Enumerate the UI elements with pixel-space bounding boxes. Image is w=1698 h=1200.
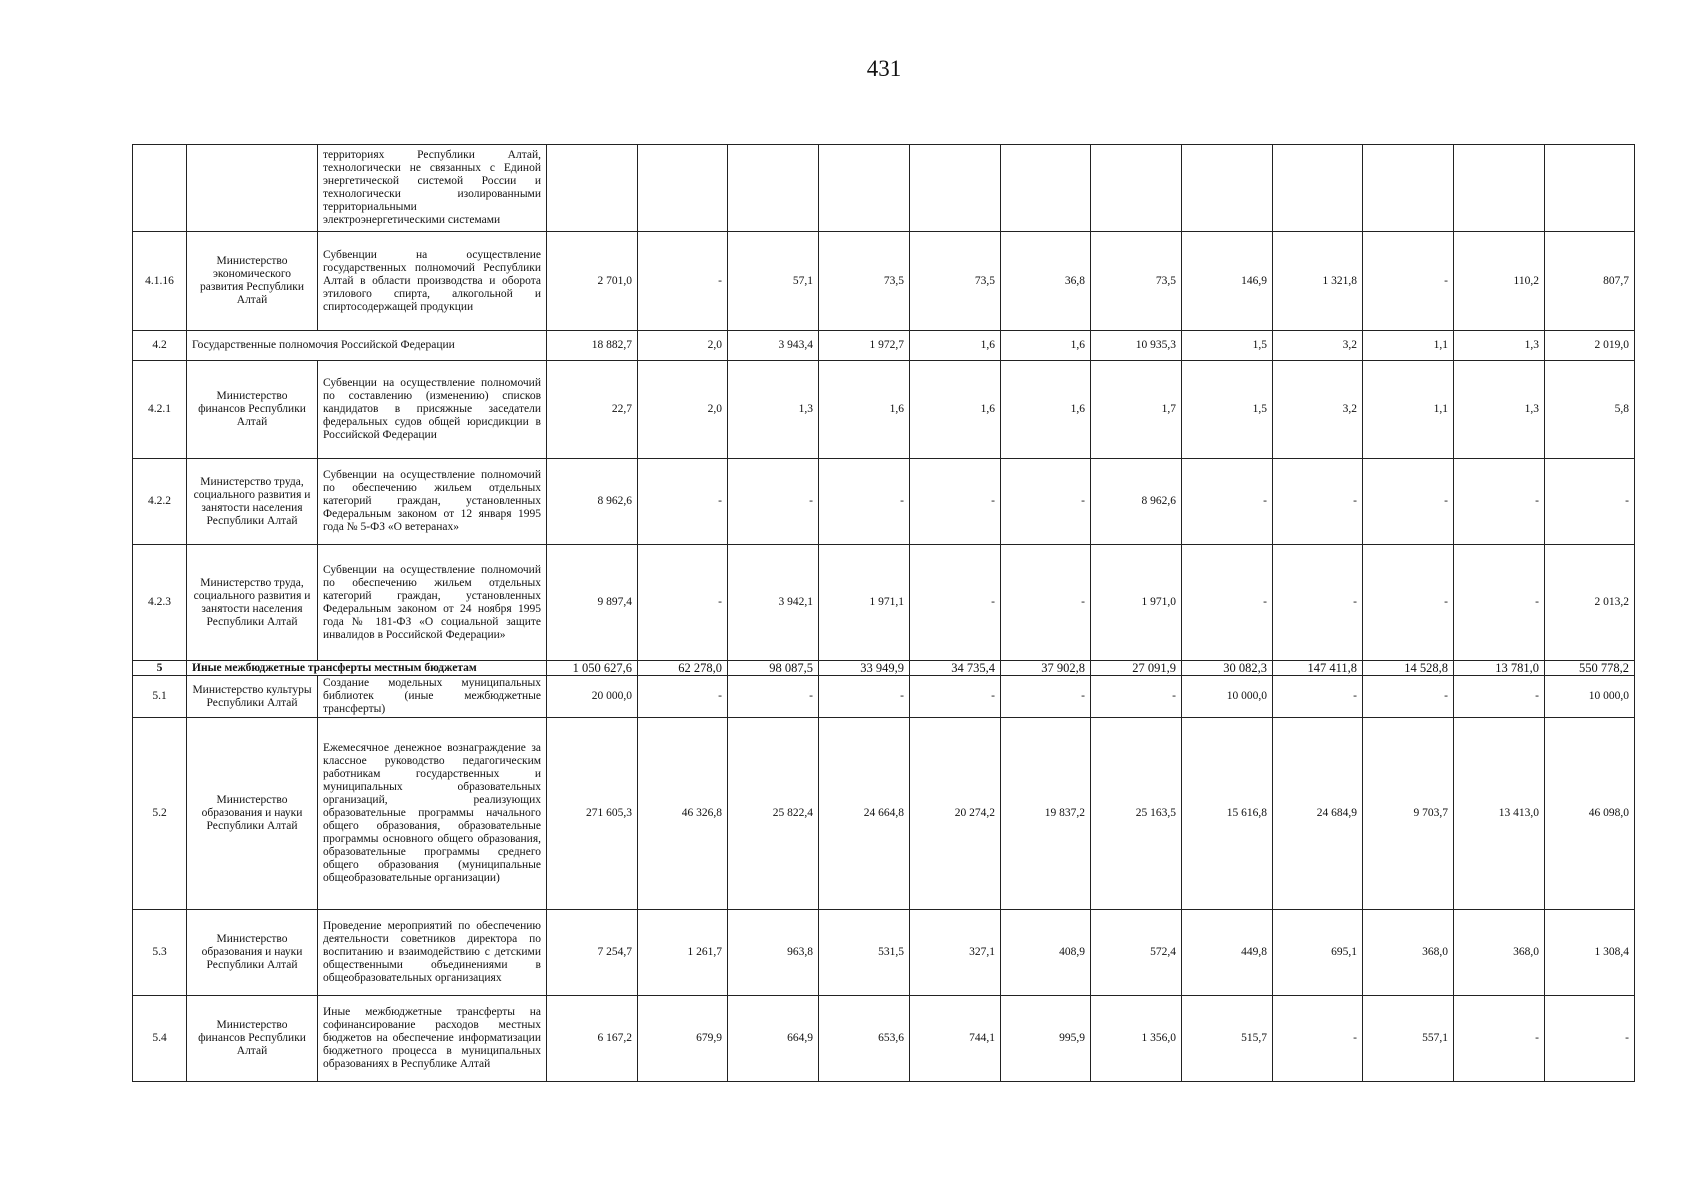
description-cell: Ежемесячное денежное вознаграждение за классное руководство педагогическим работникам государственных и муниципальных образовательных организаций, реализующих образовательные программы начального общего образования, образовательные программы основного общего образования, образовательные программы среднего общего образования (муниципальные общеобразовательные организации) (318, 718, 547, 910)
value-cell: - (638, 676, 728, 718)
row-code-cell (133, 145, 187, 232)
value-cell: 1,6 (1001, 361, 1091, 459)
table-row (133, 331, 1635, 361)
value-cell: 22,7 (547, 361, 638, 459)
value-cell: 5,8 (1545, 361, 1635, 459)
table-row (133, 718, 1635, 910)
value-cell: 2 701,0 (547, 232, 638, 331)
value-cell: 1 356,0 (1091, 996, 1182, 1082)
value-cell: 98 087,5 (728, 661, 819, 676)
value-cell: - (1545, 996, 1635, 1082)
value-cell: 3 943,4 (728, 331, 819, 361)
value-cell: 2,0 (638, 361, 728, 459)
value-cell: 1,5 (1182, 361, 1273, 459)
value-cell: 25 163,5 (1091, 718, 1182, 910)
value-cell: 46 098,0 (1545, 718, 1635, 910)
row-code-cell: 5 (133, 661, 187, 676)
row-code-cell: 5.4 (133, 996, 187, 1082)
value-cell: 30 082,3 (1182, 661, 1273, 676)
value-cell: 1 050 627,6 (547, 661, 638, 676)
value-cell: 57,1 (728, 232, 819, 331)
value-cell: 3 942,1 (728, 545, 819, 661)
value-cell: 1,5 (1182, 331, 1273, 361)
organization-cell: Министерство финансов Республики Алтай (187, 361, 318, 459)
value-cell: - (728, 676, 819, 718)
value-cell: 1 971,0 (1091, 545, 1182, 661)
table-row (133, 361, 1635, 459)
table-row (133, 545, 1635, 661)
value-cell (1273, 145, 1363, 232)
row-code-cell: 4.1.16 (133, 232, 187, 331)
value-cell: 110,2 (1454, 232, 1545, 331)
value-cell: 24 664,8 (819, 718, 910, 910)
value-cell: 20 000,0 (547, 676, 638, 718)
section-title-cell: Государственные полномочия Российской Федерации (187, 331, 547, 361)
value-cell: 24 684,9 (1273, 718, 1363, 910)
row-code-cell: 4.2 (133, 331, 187, 361)
value-cell: 744,1 (910, 996, 1001, 1082)
value-cell: - (1001, 545, 1091, 661)
value-cell: 995,9 (1001, 996, 1091, 1082)
organization-cell (187, 145, 318, 232)
value-cell (1363, 145, 1454, 232)
value-cell: 557,1 (1363, 996, 1454, 1082)
value-cell: 572,4 (1091, 910, 1182, 996)
value-cell: 1 308,4 (1545, 910, 1635, 996)
organization-cell: Министерство труда, социального развития и занятости населения Республики Алтай (187, 459, 318, 545)
value-cell: - (1363, 545, 1454, 661)
value-cell: - (1545, 459, 1635, 545)
value-cell: 8 962,6 (1091, 459, 1182, 545)
table-row (133, 996, 1635, 1082)
value-cell: 1,6 (819, 361, 910, 459)
value-cell: - (1454, 459, 1545, 545)
description-cell: Иные межбюджетные трансферты на софинансирование расходов местных бюджетов на обеспечение информатизации бюджетного процесса в муниципальных образованиях в Республике Алтай (318, 996, 547, 1082)
value-cell: 147 411,8 (1273, 661, 1363, 676)
budget-table (132, 144, 1635, 1082)
value-cell: 1,6 (1001, 331, 1091, 361)
value-cell: 1 261,7 (638, 910, 728, 996)
row-code-cell: 4.2.3 (133, 545, 187, 661)
value-cell: 1,6 (910, 361, 1001, 459)
value-cell: 146,9 (1182, 232, 1273, 331)
value-cell: 73,5 (819, 232, 910, 331)
value-cell: - (1001, 459, 1091, 545)
value-cell: 9 897,4 (547, 545, 638, 661)
value-cell: - (910, 676, 1001, 718)
organization-cell: Министерство финансов Республики Алтай (187, 996, 318, 1082)
value-cell: 62 278,0 (638, 661, 728, 676)
value-cell: 807,7 (1545, 232, 1635, 331)
value-cell: 327,1 (910, 910, 1001, 996)
value-cell: 33 949,9 (819, 661, 910, 676)
organization-cell: Министерство труда, социального развития и занятости населения Республики Алтай (187, 545, 318, 661)
value-cell: - (1273, 545, 1363, 661)
value-cell: 18 882,7 (547, 331, 638, 361)
value-cell (1545, 145, 1635, 232)
value-cell: 6 167,2 (547, 996, 638, 1082)
value-cell: - (1454, 676, 1545, 718)
value-cell (819, 145, 910, 232)
value-cell (638, 145, 728, 232)
value-cell: 37 902,8 (1001, 661, 1091, 676)
value-cell: - (1363, 459, 1454, 545)
value-cell: 550 778,2 (1545, 661, 1635, 676)
value-cell (1182, 145, 1273, 232)
organization-cell: Министерство культуры Республики Алтай (187, 676, 318, 718)
value-cell: - (1454, 996, 1545, 1082)
value-cell: 515,7 (1182, 996, 1273, 1082)
value-cell: 46 326,8 (638, 718, 728, 910)
value-cell: 2,0 (638, 331, 728, 361)
value-cell: 1,3 (728, 361, 819, 459)
value-cell: 653,6 (819, 996, 910, 1082)
value-cell: 1,1 (1363, 361, 1454, 459)
value-cell: 368,0 (1363, 910, 1454, 996)
description-cell: Субвенции на осуществление полномочий по составлению (изменению) списков кандидатов в присяжные заседатели федеральных судов общей юрисдикции в Российской Федерации (318, 361, 547, 459)
value-cell: - (1091, 676, 1182, 718)
page-number: 431 (866, 56, 902, 81)
value-cell (1001, 145, 1091, 232)
value-cell: 36,8 (1001, 232, 1091, 331)
value-cell: 531,5 (819, 910, 910, 996)
value-cell: 449,8 (1182, 910, 1273, 996)
value-cell: 1,1 (1363, 331, 1454, 361)
value-cell: 695,1 (1273, 910, 1363, 996)
value-cell: 27 091,9 (1091, 661, 1182, 676)
table-row (133, 661, 1635, 676)
value-cell: 20 274,2 (910, 718, 1001, 910)
value-cell: 10 935,3 (1091, 331, 1182, 361)
organization-cell: Министерство образования и науки Республики Алтай (187, 910, 318, 996)
value-cell: 408,9 (1001, 910, 1091, 996)
value-cell: - (819, 459, 910, 545)
table-row (133, 232, 1635, 331)
value-cell: 1 321,8 (1273, 232, 1363, 331)
value-cell: - (1454, 545, 1545, 661)
value-cell: 2 013,2 (1545, 545, 1635, 661)
value-cell: 664,9 (728, 996, 819, 1082)
value-cell: 10 000,0 (1182, 676, 1273, 718)
organization-cell: Министерство экономического развития Республики Алтай (187, 232, 318, 331)
description-cell: территориях Республики Алтай, технологически не связанных с Единой энергетической системой России и технологически изолированными территориальными электроэнергетическими системами (318, 145, 547, 232)
value-cell: 9 703,7 (1363, 718, 1454, 910)
row-code-cell: 4.2.2 (133, 459, 187, 545)
value-cell: 368,0 (1454, 910, 1545, 996)
description-cell: Субвенции на осуществление полномочий по обеспечению жильем отдельных категорий граждан, установленных Федеральным законом от 12 января 1995 года № 5-ФЗ «О ветеранах» (318, 459, 547, 545)
value-cell (1091, 145, 1182, 232)
value-cell: 3,2 (1273, 331, 1363, 361)
value-cell: 963,8 (728, 910, 819, 996)
value-cell: 1,7 (1091, 361, 1182, 459)
table-row (133, 676, 1635, 718)
value-cell: - (638, 545, 728, 661)
value-cell: - (819, 676, 910, 718)
value-cell: 8 962,6 (547, 459, 638, 545)
value-cell: 14 528,8 (1363, 661, 1454, 676)
value-cell: - (910, 545, 1001, 661)
value-cell: - (910, 459, 1001, 545)
description-cell: Субвенции на осуществление полномочий по обеспечению жильем отдельных категорий граждан, установленных Федеральным законом от 24 ноября 1995 года № 181-ФЗ «О социальной защите инвалидов в Российской Федерации» (318, 545, 547, 661)
value-cell: - (1182, 459, 1273, 545)
value-cell: - (638, 459, 728, 545)
value-cell: 10 000,0 (1545, 676, 1635, 718)
value-cell: - (728, 459, 819, 545)
value-cell: - (1273, 676, 1363, 718)
value-cell: 271 605,3 (547, 718, 638, 910)
value-cell: - (1273, 459, 1363, 545)
value-cell: 13 781,0 (1454, 661, 1545, 676)
row-code-cell: 5.2 (133, 718, 187, 910)
value-cell: 34 735,4 (910, 661, 1001, 676)
row-code-cell: 5.1 (133, 676, 187, 718)
table-row (133, 910, 1635, 996)
row-code-cell: 5.3 (133, 910, 187, 996)
value-cell: 25 822,4 (728, 718, 819, 910)
organization-cell: Министерство образования и науки Республики Алтай (187, 718, 318, 910)
value-cell: 19 837,2 (1001, 718, 1091, 910)
description-cell: Создание модельных муниципальных библиотек (иные межбюджетные трансферты) (318, 676, 547, 718)
value-cell: 679,9 (638, 996, 728, 1082)
value-cell (1454, 145, 1545, 232)
table-row (133, 145, 1635, 232)
value-cell (547, 145, 638, 232)
table-row (133, 459, 1635, 545)
row-code-cell: 4.2.1 (133, 361, 187, 459)
description-cell: Проведение мероприятий по обеспечению деятельности советников директора по воспитанию и взаимодействию с детскими общественными объединениями в общеобразовательных организациях (318, 910, 547, 996)
value-cell: 1 972,7 (819, 331, 910, 361)
value-cell: - (1182, 545, 1273, 661)
value-cell: 2 019,0 (1545, 331, 1635, 361)
value-cell (910, 145, 1001, 232)
description-cell: Субвенции на осуществление государственных полномочий Республики Алтай в области производства и оборота этилового спирта, алкогольной и спиртосодержащей продукции (318, 232, 547, 331)
section-title-cell: Иные межбюджетные трансферты местным бюджетам (187, 661, 547, 676)
value-cell: - (1363, 676, 1454, 718)
value-cell (728, 145, 819, 232)
value-cell: 13 413,0 (1454, 718, 1545, 910)
value-cell: - (1273, 996, 1363, 1082)
value-cell: 1 971,1 (819, 545, 910, 661)
value-cell: 3,2 (1273, 361, 1363, 459)
value-cell: 1,3 (1454, 361, 1545, 459)
value-cell: 1,3 (1454, 331, 1545, 361)
value-cell: 15 616,8 (1182, 718, 1273, 910)
value-cell: 73,5 (1091, 232, 1182, 331)
value-cell: - (1363, 232, 1454, 331)
value-cell: - (1001, 676, 1091, 718)
value-cell: 73,5 (910, 232, 1001, 331)
value-cell: 7 254,7 (547, 910, 638, 996)
value-cell: - (638, 232, 728, 331)
value-cell: 1,6 (910, 331, 1001, 361)
